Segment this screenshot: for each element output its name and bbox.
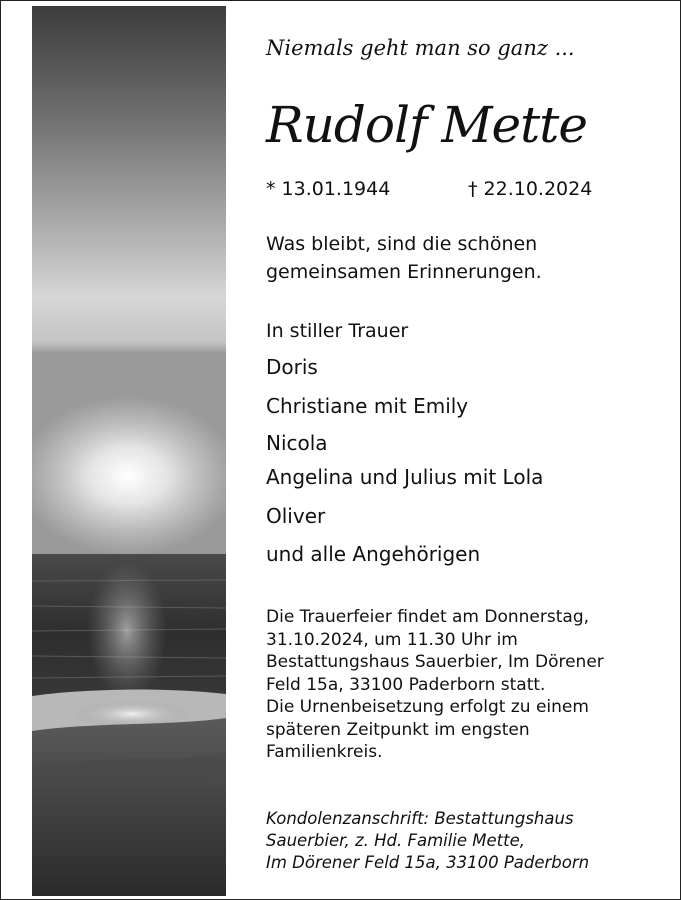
mourners-intro: In stiller Trauer (266, 320, 409, 342)
mourner-name: und alle Angehörigen (266, 542, 481, 566)
service-info-line: Familienkreis. (266, 742, 383, 762)
service-info-line: Bestattungshaus Sauerbier, Im Dörener (266, 652, 604, 672)
condolence-line: Im Dörener Feld 15a, 33100 Paderborn (266, 853, 590, 872)
sunset-sea-photo (32, 6, 226, 896)
quote (266, 230, 542, 286)
service-info-line: Feld 15a, 33100 Paderborn statt. (266, 674, 546, 695)
condolence-address (266, 808, 589, 874)
mourner-name: Oliver (266, 504, 326, 528)
mourner-name: Nicola (266, 431, 328, 455)
condolence-line: Kondolenzanschrift: Bestattungshaus (266, 809, 574, 828)
condolence-line: Sauerbier, z. Hd. Familie Mette, (266, 831, 526, 850)
service-info-line: späteren Zeitpunkt im engsten (266, 719, 530, 740)
birth-date: * 13.01.1944 (266, 178, 391, 200)
mourner-name: Christiane mit Emily (266, 394, 469, 418)
service-info (266, 606, 604, 764)
death-date: † 22.10.2024 (468, 178, 593, 200)
service-info-line: 31.10.2024, um 11.30 Uhr im (266, 629, 518, 650)
service-info-line: Die Trauerfeier findet am Donnerstag, (266, 607, 590, 627)
service-info-line: Die Urnenbeisetzung erfolgt zu einem (266, 697, 589, 717)
motto: Niemals geht man so ganz ... (266, 36, 575, 60)
mourner-name: Doris (266, 355, 318, 379)
deceased-name: Rudolf Mette (266, 96, 587, 154)
mourner-name: Angelina und Julius mit Lola (266, 465, 544, 489)
quote-line: gemeinsamen Erinnerungen. (266, 261, 542, 283)
quote-line: Was bleibt, sind die schönen (266, 233, 538, 255)
